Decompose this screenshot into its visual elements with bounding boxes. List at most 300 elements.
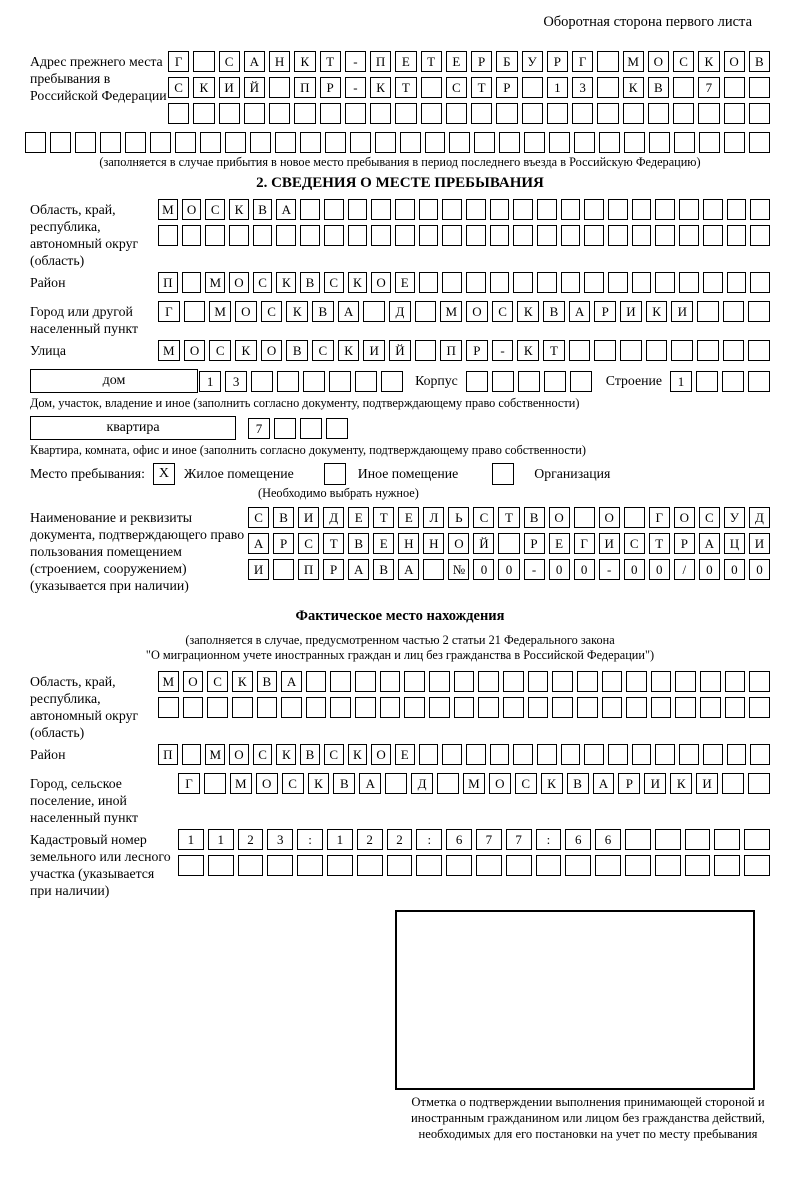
char-cell: С [492, 301, 514, 322]
char-cell: П [440, 340, 462, 361]
char-cell [608, 272, 628, 293]
char-cell [207, 697, 228, 718]
char-cell [597, 77, 618, 98]
house-number-cells [199, 371, 403, 392]
char-cell: Д [323, 507, 344, 528]
char-cell [624, 132, 645, 153]
char-cell [623, 103, 644, 124]
char-cell: У [724, 507, 745, 528]
char-cell [380, 671, 401, 692]
char-cell [303, 371, 325, 392]
char-cell [594, 340, 616, 361]
char-cell: Г [574, 533, 595, 554]
char-cell [685, 855, 711, 876]
char-cell: - [492, 340, 514, 361]
apartment-row [30, 416, 770, 440]
char-cell [474, 132, 495, 153]
actual-location-caption-1: (заполняется в случае, предусмотренном частью 2 статьи 21 Федерального закона [185, 633, 615, 648]
char-cell [490, 744, 510, 765]
char-cell [478, 697, 499, 718]
char-cell [200, 132, 221, 153]
char-cell: Г [178, 773, 200, 794]
char-cell [537, 744, 557, 765]
char-cell [478, 671, 499, 692]
char-cell [490, 225, 510, 246]
char-cell: 0 [574, 559, 595, 580]
char-cell [357, 855, 383, 876]
char-cell: К [308, 773, 330, 794]
char-cell [574, 132, 595, 153]
char-cell: О [183, 671, 204, 692]
char-cell [570, 371, 592, 392]
char-cell: С [298, 533, 319, 554]
char-cell: 2 [387, 829, 413, 850]
char-cell: Р [618, 773, 640, 794]
char-cell: Е [373, 533, 394, 554]
char-cell [476, 855, 502, 876]
field-street [30, 340, 770, 366]
char-cell: Т [323, 533, 344, 554]
char-cell: Е [348, 507, 369, 528]
char-cell: М [205, 272, 225, 293]
char-cell [419, 272, 439, 293]
char-cell: К [646, 301, 668, 322]
field-cadastre [30, 829, 770, 899]
char-cell [306, 697, 327, 718]
char-cell [518, 371, 540, 392]
char-cell [625, 829, 651, 850]
char-cell: 0 [649, 559, 670, 580]
char-cell: 1 [547, 77, 568, 98]
char-cell: О [724, 51, 745, 72]
char-cell [700, 671, 721, 692]
char-cell: К [235, 340, 257, 361]
char-cell [625, 855, 651, 876]
char-cell: : [536, 829, 562, 850]
char-cell: Г [158, 301, 180, 322]
char-cell [528, 697, 549, 718]
char-cell: П [298, 559, 319, 580]
char-cell: К [517, 340, 539, 361]
char-cell: М [463, 773, 485, 794]
char-cell [355, 371, 377, 392]
char-cell: - [599, 559, 620, 580]
char-cell [522, 77, 543, 98]
char-cell [577, 671, 598, 692]
char-cell [722, 371, 744, 392]
char-cell [724, 77, 745, 98]
char-cell: О [261, 340, 283, 361]
char-cell [714, 829, 740, 850]
char-cell [584, 199, 604, 220]
char-cell [326, 418, 348, 439]
char-cell [646, 340, 668, 361]
char-cell [703, 225, 723, 246]
char-cell: В [749, 51, 770, 72]
char-cell [325, 132, 346, 153]
char-cell [698, 103, 719, 124]
char-cell [355, 697, 376, 718]
field-city [30, 301, 770, 337]
house-type-box: дом [30, 369, 198, 393]
char-cell: К [517, 301, 539, 322]
char-cell: К [229, 199, 249, 220]
char-cell: Е [398, 507, 419, 528]
char-cell [320, 103, 341, 124]
char-cell [415, 301, 437, 322]
char-cell: В [286, 340, 308, 361]
char-cell [404, 671, 425, 692]
char-cell: / [674, 559, 695, 580]
char-cell: Г [649, 507, 670, 528]
char-cell-row [158, 272, 770, 293]
char-cell-row [178, 773, 770, 794]
char-cell-row [248, 533, 770, 554]
char-cell: Г [572, 51, 593, 72]
char-cell [528, 671, 549, 692]
char-cell: П [370, 51, 391, 72]
char-cell: 0 [473, 559, 494, 580]
char-cell: А [359, 773, 381, 794]
field-district-2 [30, 744, 770, 770]
char-cell [632, 199, 652, 220]
char-cell-row [168, 103, 770, 124]
char-cell: Н [269, 51, 290, 72]
char-cell: А [398, 559, 419, 580]
char-cell: С [324, 744, 344, 765]
char-cell [626, 671, 647, 692]
char-cell: А [276, 199, 296, 220]
char-cell [748, 773, 770, 794]
char-cell [727, 272, 747, 293]
char-cell-row [158, 671, 770, 692]
char-cell-row [158, 199, 770, 220]
char-cell: 6 [446, 829, 472, 850]
char-cell: А [248, 533, 269, 554]
char-cell: И [620, 301, 642, 322]
char-cell: И [298, 507, 319, 528]
checkbox-inoe [324, 463, 346, 485]
char-cell [454, 671, 475, 692]
char-cell [442, 272, 462, 293]
char-cell [415, 340, 437, 361]
char-cell [330, 697, 351, 718]
region-2-label: Область, край, республика, автономный округ (область) [30, 673, 139, 740]
char-cell [513, 199, 533, 220]
char-cell [748, 301, 770, 322]
char-cell-row [248, 559, 770, 580]
char-cell [723, 301, 745, 322]
char-cell: 7 [248, 418, 270, 439]
char-cell: О [182, 199, 202, 220]
char-cell [655, 199, 675, 220]
char-cell [749, 103, 770, 124]
apartment-cells [248, 418, 348, 439]
stay-type-label: Место пребывания: [30, 465, 145, 481]
char-cell [381, 371, 403, 392]
char-cell [655, 744, 675, 765]
char-cell [193, 103, 214, 124]
char-cell: : [416, 829, 442, 850]
char-cell [275, 132, 296, 153]
char-cell [442, 744, 462, 765]
char-cell [350, 132, 371, 153]
field-document [30, 507, 770, 594]
char-cell: В [300, 744, 320, 765]
char-cell: Е [395, 272, 415, 293]
char-cell [744, 855, 770, 876]
char-cell: К [294, 51, 315, 72]
char-cell: К [348, 744, 368, 765]
char-cell [100, 132, 121, 153]
char-cell [750, 199, 770, 220]
korpus-label: Корпус [415, 373, 458, 389]
char-cell [269, 77, 290, 98]
char-cell: И [644, 773, 666, 794]
char-cell: К [698, 51, 719, 72]
char-cell [584, 744, 604, 765]
char-cell [446, 103, 467, 124]
char-cell: 1 [178, 829, 204, 850]
char-cell: И [671, 301, 693, 322]
char-cell [345, 103, 366, 124]
char-cell: П [158, 744, 178, 765]
char-cell [749, 132, 770, 153]
char-cell [387, 855, 413, 876]
char-cell: С [624, 533, 645, 554]
char-cell: Б [496, 51, 517, 72]
char-cell [294, 103, 315, 124]
stay-type-row [30, 463, 770, 485]
char-cell [552, 671, 573, 692]
char-cell [727, 744, 747, 765]
char-cell: М [623, 51, 644, 72]
char-cell: С [261, 301, 283, 322]
char-cell [395, 225, 415, 246]
house-caption: Дом, участок, владение и иное (заполнить согласно документу, подтверждающему право собственности) [30, 396, 580, 411]
korpus-cells [466, 371, 592, 392]
char-cell [276, 225, 296, 246]
char-cell: Е [446, 51, 467, 72]
char-cell: В [273, 507, 294, 528]
char-cell [395, 199, 415, 220]
char-cell: И [363, 340, 385, 361]
char-cell: К [370, 77, 391, 98]
char-cell: Р [273, 533, 294, 554]
char-cell [238, 855, 264, 876]
char-cell: С [446, 77, 467, 98]
char-cell: А [281, 671, 302, 692]
char-cell: С [209, 340, 231, 361]
char-cell [208, 855, 234, 876]
char-cell [655, 829, 681, 850]
char-cell: 6 [595, 829, 621, 850]
char-cell [281, 697, 302, 718]
char-cell [522, 103, 543, 124]
char-cell: С [324, 272, 344, 293]
char-cell [499, 132, 520, 153]
char-cell [632, 744, 652, 765]
char-cell [385, 773, 407, 794]
char-cell [552, 697, 573, 718]
char-cell: П [294, 77, 315, 98]
char-cell: С [312, 340, 334, 361]
char-cell: О [489, 773, 511, 794]
char-cell: Р [496, 77, 517, 98]
char-cell [597, 51, 618, 72]
char-cell [513, 744, 533, 765]
char-cell [699, 132, 720, 153]
char-cell: В [333, 773, 355, 794]
char-cell [599, 132, 620, 153]
prev-address-caption: (заполняется в случае прибытия в новое место пребывания в период последнего въезда в Российскую Федерацию) [99, 155, 701, 169]
char-cell: Ц [724, 533, 745, 554]
char-cell: К [670, 773, 692, 794]
char-cell [25, 132, 46, 153]
char-cell [748, 340, 770, 361]
char-cell [679, 199, 699, 220]
char-cell [257, 697, 278, 718]
char-cell [750, 744, 770, 765]
char-cell: С [699, 507, 720, 528]
char-cell [524, 132, 545, 153]
stroenie-cells [670, 371, 770, 392]
char-cell: 3 [267, 829, 293, 850]
char-cell [421, 77, 442, 98]
char-cell [158, 697, 179, 718]
char-cell [466, 371, 488, 392]
char-cell: 0 [699, 559, 720, 580]
field-prev-address [30, 51, 770, 129]
char-cell [697, 340, 719, 361]
char-cell: И [696, 773, 718, 794]
char-cell: Р [674, 533, 695, 554]
field-city-2 [30, 773, 770, 826]
char-cell: А [569, 301, 591, 322]
char-cell: И [248, 559, 269, 580]
char-cell [267, 855, 293, 876]
char-cell [182, 225, 202, 246]
stay-type-caption: (Необходимо выбрать нужное) [258, 485, 419, 500]
char-cell [595, 855, 621, 876]
page-side-note: Оборотная сторона первого листа [543, 14, 752, 30]
char-cell [446, 855, 472, 876]
char-cell: В [567, 773, 589, 794]
char-cell [584, 272, 604, 293]
char-cell [355, 671, 376, 692]
apartment-caption: Квартира, комната, офис и иное (заполнить согласно документу, подтверждающему право собственности) [30, 443, 586, 458]
char-cell [749, 671, 770, 692]
document-label: Наименование и реквизиты документа, подтверждающего право пользования помещением (строением, сооружением) (указывается при наличии) [30, 509, 245, 593]
char-cell [506, 855, 532, 876]
char-cell [584, 225, 604, 246]
char-cell [300, 132, 321, 153]
char-cell [671, 340, 693, 361]
char-cell [429, 697, 450, 718]
char-cell: С [515, 773, 537, 794]
char-cell: А [338, 301, 360, 322]
char-cell [577, 697, 598, 718]
prev-address-rows [168, 51, 770, 129]
char-cell: Й [473, 533, 494, 554]
char-cell [219, 103, 240, 124]
char-cell: В [257, 671, 278, 692]
char-cell [574, 507, 595, 528]
char-cell [673, 103, 694, 124]
char-cell: С [219, 51, 240, 72]
char-cell: Д [389, 301, 411, 322]
street-label: Улица [30, 343, 66, 359]
char-cell [536, 855, 562, 876]
char-cell: В [648, 77, 669, 98]
char-cell [324, 199, 344, 220]
char-cell: С [253, 744, 273, 765]
char-cell: В [300, 272, 320, 293]
char-cell: О [229, 272, 249, 293]
char-cell: Т [649, 533, 670, 554]
char-cell [569, 340, 591, 361]
char-cell [175, 132, 196, 153]
confirmation-caption: Отметка о подтверждении выполнения принимающей стороной и иностранным гражданином или лицом без гражданства действий, необходимых для его постановки на учет по месту пребывания [411, 1094, 765, 1142]
char-cell [748, 371, 770, 392]
char-cell: С [253, 272, 273, 293]
char-cell: С [205, 199, 225, 220]
char-cell [492, 371, 514, 392]
char-cell [348, 225, 368, 246]
cadastre-label: Кадастровый номер земельного или лесного участка (указывается при наличии) [30, 832, 171, 899]
char-cell: М [440, 301, 462, 322]
char-cell [565, 855, 591, 876]
char-cell [193, 51, 214, 72]
char-cell: Р [524, 533, 545, 554]
char-cell: - [345, 77, 366, 98]
char-cell: Р [547, 51, 568, 72]
char-cell: Е [395, 51, 416, 72]
char-cell [205, 225, 225, 246]
char-cell [471, 103, 492, 124]
char-cell [750, 225, 770, 246]
actual-location-caption-2: "О миграционном учете иностранных граждан и лиц без гражданства в Российской Федерации") [145, 647, 655, 662]
char-cell: Й [244, 77, 265, 98]
char-cell [602, 697, 623, 718]
char-cell: М [158, 340, 180, 361]
char-cell: Л [423, 507, 444, 528]
char-cell: С [282, 773, 304, 794]
char-cell: С [207, 671, 228, 692]
char-cell [416, 855, 442, 876]
char-cell: 7 [506, 829, 532, 850]
char-cell [419, 744, 439, 765]
char-cell [429, 671, 450, 692]
char-cell [380, 697, 401, 718]
char-cell [400, 132, 421, 153]
char-cell: : [297, 829, 323, 850]
char-cell [685, 829, 711, 850]
char-cell: С [473, 507, 494, 528]
char-cell [490, 272, 510, 293]
char-cell [626, 697, 647, 718]
char-cell [544, 371, 566, 392]
char-cell [50, 132, 71, 153]
char-cell [620, 340, 642, 361]
char-cell: Т [498, 507, 519, 528]
char-cell: К [338, 340, 360, 361]
char-cell-row [168, 51, 770, 72]
stroenie-label: Строение [605, 373, 662, 389]
char-cell [204, 773, 226, 794]
char-cell: Т [421, 51, 442, 72]
char-cell [503, 671, 524, 692]
